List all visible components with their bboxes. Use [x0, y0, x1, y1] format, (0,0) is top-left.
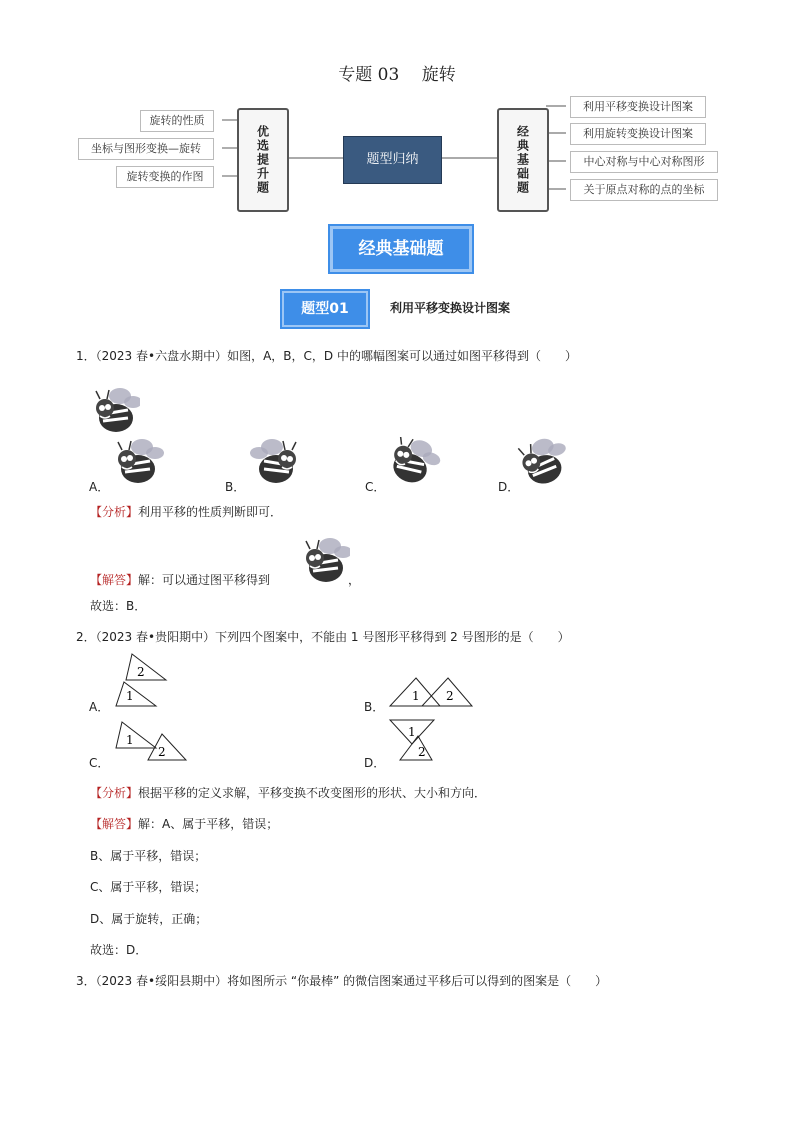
svg-text:1: 1	[408, 725, 416, 739]
mindmap-left-item: 坐标与图形变换—旋转	[78, 138, 214, 160]
q1-choice: 故选：B．	[90, 599, 147, 613]
bee-icon	[517, 437, 573, 489]
type-tag: 题型01	[282, 291, 368, 327]
bee-icon	[112, 437, 168, 487]
bee-icon	[90, 386, 140, 432]
svg-text:1: 1	[412, 689, 420, 703]
mindmap-center: 题型归纳	[343, 136, 442, 184]
bee-icon	[246, 437, 302, 487]
triangle-figure-b	[388, 676, 478, 708]
mindmap-left-item: 旋转变换的作图	[116, 166, 214, 188]
question-3-stem: 3．（2023 春•绥阳县期中）将如图所示 “你最棒” 的微信图案通过平移后可以得到的图案是（ ）	[76, 974, 608, 988]
q2-line: C、属于平移，错误；	[90, 880, 207, 894]
q1-answer-end: ，	[348, 573, 361, 587]
section-banner: 经典基础题	[330, 226, 472, 272]
triangle-figure-d	[388, 718, 444, 764]
mindmap-left-group: 优选提升题	[237, 108, 289, 212]
q1-option-b: B．	[225, 480, 246, 494]
q2-line: B、属于平移，错误；	[90, 849, 207, 863]
triangle-figure-a	[112, 652, 172, 708]
mindmap-right-group: 经典基础题	[497, 108, 549, 212]
q2-line: D、属于旋转，正确；	[90, 912, 208, 926]
svg-text:2: 2	[446, 689, 454, 703]
q1-analysis: 【分析】利用平移的性质判断即可．	[90, 505, 283, 519]
q2-analysis: 【分析】根据平移的定义求解，平移变换不改变图形的形状、大小和方向．	[90, 786, 487, 800]
q2-option-b: B．	[364, 700, 385, 714]
question-1-stem: 1．（2023 春•六盘水期中）如图，A，B，C，D 中的哪幅图案可以通过如图平移得到（ ）	[76, 349, 577, 363]
svg-text:1: 1	[126, 689, 134, 703]
q1-answer: 【解答】解：可以通过图平移得到	[90, 573, 271, 587]
mindmap-right-item: 中心对称与中心对称图形	[570, 151, 718, 173]
svg-text:2: 2	[158, 745, 166, 759]
page-title: 专题 03 旋转	[338, 65, 456, 85]
q2-option-a: A．	[89, 700, 110, 714]
bee-icon	[300, 536, 350, 584]
mindmap-left-item: 旋转的性质	[140, 110, 214, 132]
mindmap-right-item: 利用旋转变换设计图案	[570, 123, 706, 145]
q2-option-c: C．	[89, 756, 110, 770]
q2-choice: 故选：D．	[90, 943, 148, 957]
svg-text:2: 2	[418, 745, 426, 759]
mindmap-right-item: 利用平移变换设计图案	[570, 96, 706, 118]
svg-text:2: 2	[137, 665, 145, 679]
svg-text:1: 1	[126, 733, 134, 747]
q1-option-a: A．	[89, 480, 110, 494]
bee-icon	[386, 437, 442, 489]
q1-option-d: D．	[498, 480, 520, 494]
mindmap-right-item: 关于原点对称的点的坐标	[570, 179, 718, 201]
question-2-stem: 2．（2023 春•贵阳期中）下列四个图案中，不能由 1 号图形平移得到 2 号图形的是（ ）	[76, 630, 570, 644]
triangle-figure-c	[112, 720, 192, 764]
q1-option-c: C．	[365, 480, 386, 494]
type-title: 利用平移变换设计图案	[390, 301, 511, 315]
q2-answer: 【解答】解：A、属于平移，错误；	[90, 817, 279, 831]
q2-option-d: D．	[364, 756, 386, 770]
